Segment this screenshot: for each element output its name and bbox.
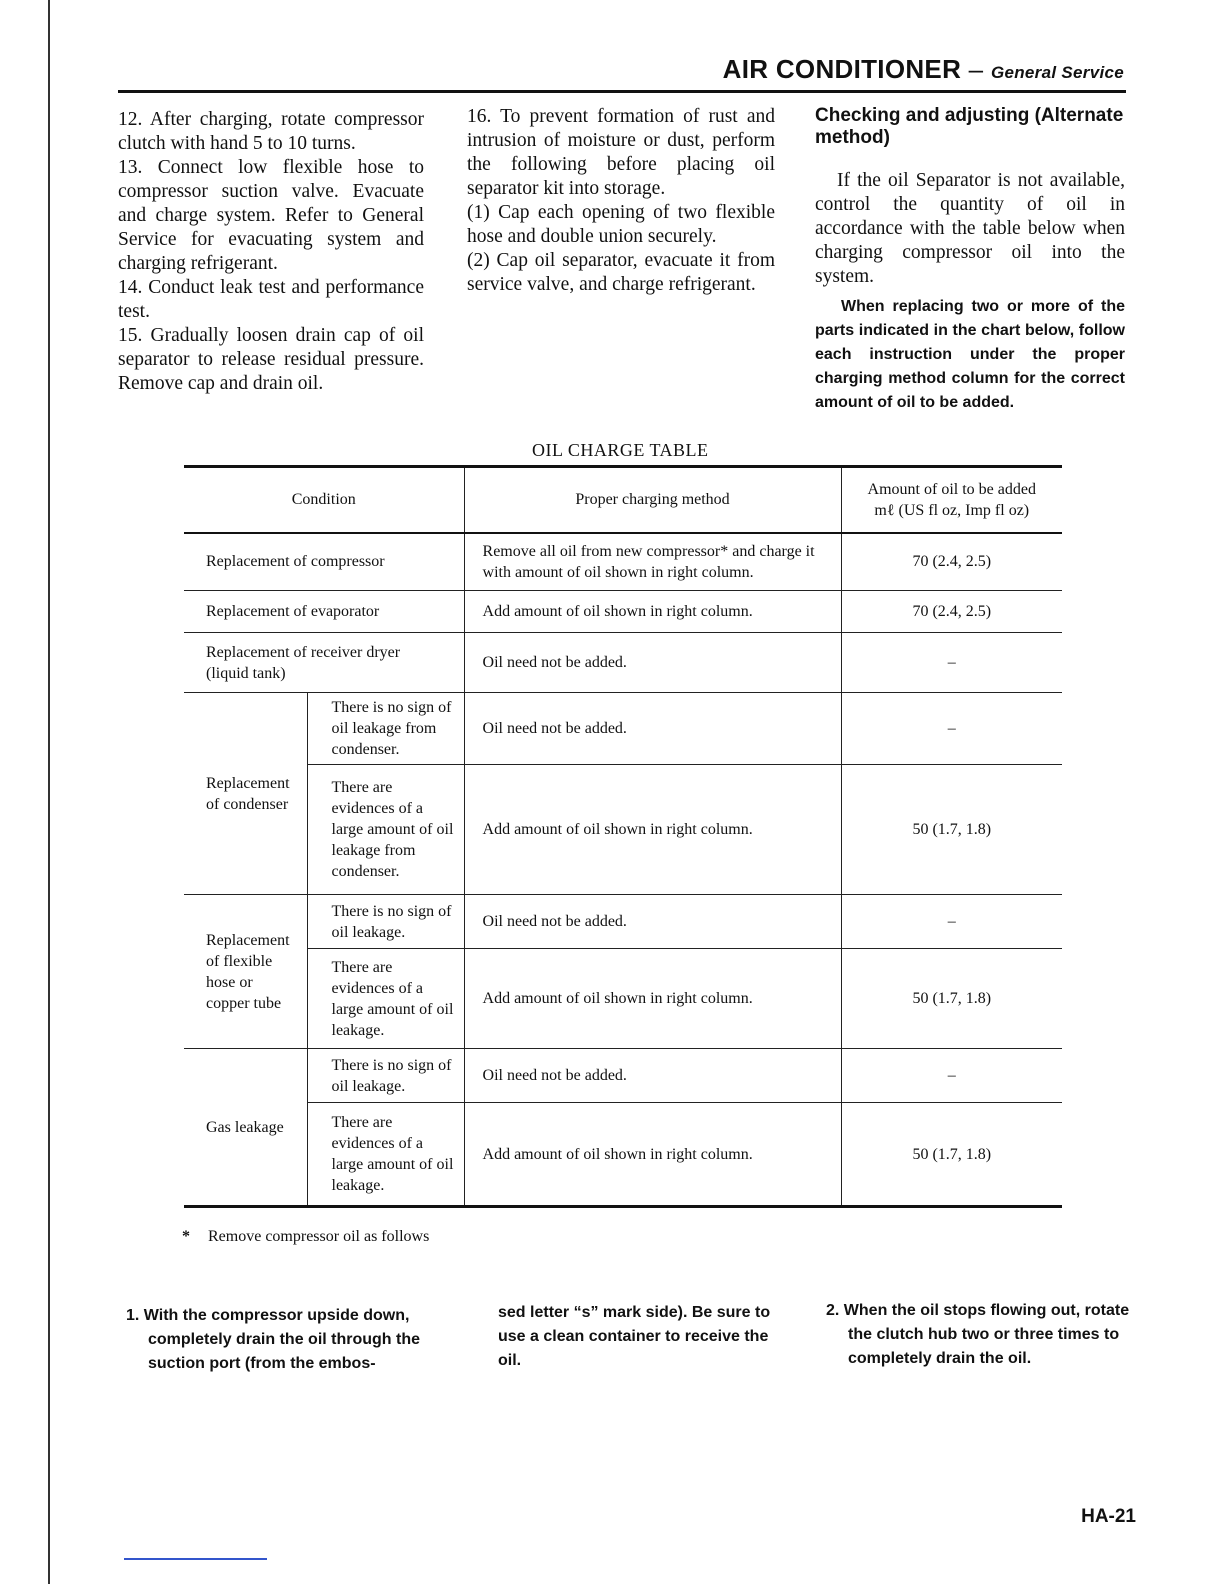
oil-charge-table	[184, 465, 1062, 1208]
step-13: 13. Connect low flexible hose to compressor suction valve. Evacuate and charge system. Refer to General Service for evacuating system and charging refrigerant.	[118, 157, 424, 274]
table-row	[184, 633, 1062, 693]
page-margin-rule	[48, 0, 50, 1584]
footnote-marker: *	[182, 1228, 190, 1245]
table-row	[184, 949, 1062, 1049]
row-amount: 50 (1.7, 1.8)	[912, 1145, 992, 1163]
section-title	[723, 54, 1124, 85]
header-amount-line1: Amount of oil to be added	[867, 480, 1036, 498]
page-header	[118, 54, 1126, 93]
row-condition: Replacement of compressor	[184, 533, 464, 591]
table-row	[184, 895, 1062, 949]
table-row	[184, 765, 1062, 895]
header-subtitle: General Service	[990, 63, 1124, 82]
alternate-method-paragraph: If the oil Separator is not available, control the quantity of oil in accordance with the table below when charging compressor oil into the system.	[815, 170, 1125, 287]
drain-step-2: 2. When the oil stops flowing out, rotate the clutch hub two or three times to completely drain the oil.	[826, 1302, 1130, 1367]
drain-step-1-continued: sed letter “s” mark side). Be sure to use a clean container to receive the oil.	[498, 1304, 771, 1369]
row-amount: 50 (1.7, 1.8)	[912, 990, 992, 1007]
step-14: 14. Conduct leak test and performance test.	[118, 277, 424, 322]
group-condition: Gas leakage	[184, 1049, 307, 1207]
sub-condition: There is no sign of oil leakage.	[307, 1049, 464, 1103]
row-condition: Replacement of evaporator	[184, 591, 464, 633]
row-condition: Replacement of receiver dryer (liquid tank)	[184, 633, 464, 693]
header-condition: Condition	[184, 467, 464, 533]
row-amount: 50 (1.7, 1.8)	[912, 821, 992, 838]
group-condition: Replacement of condenser	[184, 693, 307, 895]
alternate-method-note: When replacing two or more of the parts indicated in the chart below, follow each instruction under the proper charging method column for the correct amount of oil to be added.	[815, 298, 1125, 411]
row-method: Oil need not be added.	[464, 895, 841, 949]
row-method: Oil need not be added.	[464, 633, 841, 693]
table-row	[184, 591, 1062, 633]
text-column-3	[815, 105, 1125, 415]
group-condition: Replacement of flexible hose or copper tube	[184, 895, 307, 1049]
step-16: 16. To prevent formation of rust and intrusion of moisture or dust, perform the following before placing oil separator kit into storage.	[467, 106, 775, 199]
row-method: Add amount of oil shown in right column.	[464, 949, 841, 1049]
table-row	[184, 1049, 1062, 1103]
row-method: Add amount of oil shown in right column.	[464, 1103, 841, 1207]
row-amount: –	[947, 1067, 956, 1084]
row-amount: –	[947, 913, 956, 930]
step-12: 12. After charging, rotate compressor clutch with hand 5 to 10 turns.	[118, 109, 424, 154]
row-method: Oil need not be added.	[464, 693, 841, 765]
row-method: Oil need not be added.	[464, 1049, 841, 1103]
header-title: AIR CONDITIONER	[722, 54, 962, 84]
sub-condition: There is no sign of oil leakage from condenser.	[307, 693, 464, 765]
header-separator: –	[968, 54, 984, 84]
row-amount: 70 (2.4, 2.5)	[912, 553, 992, 571]
drain-step-1: 1. With the compressor upside down, completely drain the oil through the suction port (from the embos-	[126, 1307, 421, 1372]
header-amount	[841, 467, 1062, 533]
step-15: 15. Gradually loosen drain cap of oil separator to release residual pressure. Remove cap and drain oil.	[118, 325, 424, 394]
table-row	[184, 1103, 1062, 1207]
row-amount: –	[947, 720, 956, 737]
step-16-1: (1) Cap each opening of two flexible hose and double union securely.	[467, 202, 775, 247]
text-column-2	[467, 105, 775, 297]
sub-condition: There is no sign of oil leakage.	[307, 895, 464, 949]
row-method: Remove all oil from new compressor* and charge it with amount of oil shown in right column.	[464, 533, 841, 591]
table-row	[184, 533, 1062, 591]
header-method: Proper charging method	[464, 467, 841, 533]
step-16-2: (2) Cap oil separator, evacuate it from service valve, and charge refrigerant.	[467, 250, 775, 295]
sub-condition: There are evidences of a large amount of oil leakage from condenser.	[307, 765, 464, 895]
row-amount: 70 (2.4, 2.5)	[912, 603, 992, 620]
row-method: Add amount of oil shown in right column.	[464, 765, 841, 895]
sub-condition: There are evidences of a large amount of oil leakage.	[307, 949, 464, 1049]
header-amount-line2: mℓ (US fl oz, Imp fl oz)	[874, 501, 1030, 519]
table-header-row	[184, 467, 1062, 533]
table-row	[184, 693, 1062, 765]
row-method: Add amount of oil shown in right column.	[464, 591, 841, 633]
alternate-method-heading: Checking and adjusting (Alternate method)	[815, 105, 1124, 148]
bottom-link-underline	[124, 1558, 267, 1560]
sub-condition: There are evidences of a large amount of oil leakage.	[307, 1103, 464, 1207]
page-number: HA-21	[1081, 1506, 1136, 1527]
row-amount: –	[947, 654, 956, 671]
table-footnote	[182, 1228, 429, 1246]
table-title: OIL CHARGE TABLE	[532, 440, 709, 460]
text-column-1	[118, 108, 424, 396]
footnote-text: Remove compressor oil as follows	[208, 1228, 430, 1245]
